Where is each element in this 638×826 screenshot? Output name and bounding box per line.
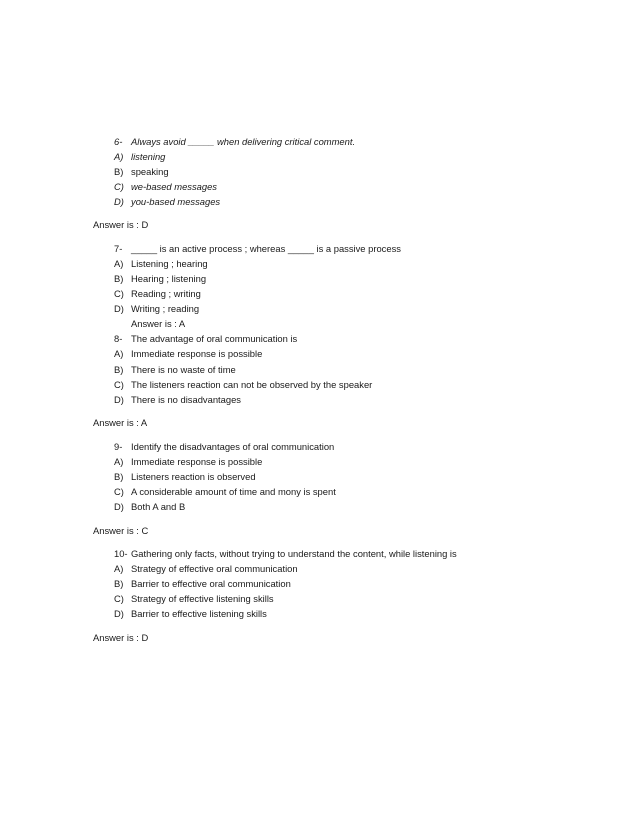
option-label: D) <box>114 303 124 314</box>
option-text: Listening ; hearing <box>131 258 208 269</box>
question-number: 9- <box>114 441 123 452</box>
option-text: speaking <box>131 166 169 177</box>
option-text: Hearing ; listening <box>131 273 207 284</box>
option-label: B) <box>114 471 124 482</box>
question-number: 6- <box>114 136 123 147</box>
option-text: Listeners reaction is observed <box>131 471 256 482</box>
option-label: C) <box>114 593 124 604</box>
option-text: The listeners reaction can not be observed by the speaker <box>131 379 373 390</box>
option-label: C) <box>114 486 124 497</box>
option-label: D) <box>114 196 124 207</box>
answer-line: Answer is : A <box>93 417 148 428</box>
option-label: A) <box>114 456 124 467</box>
option-label: B) <box>114 364 124 375</box>
option-label: D) <box>114 394 124 405</box>
option-text: Immediate response is possible <box>131 456 263 467</box>
answer-line: Answer is : D <box>93 632 149 643</box>
answer-line: Answer is : C <box>93 525 149 536</box>
option-text: we-based messages <box>131 181 217 192</box>
option-text: Strategy of effective oral communication <box>131 563 298 574</box>
option-text: Immediate response is possible <box>131 348 263 359</box>
answer-text: Answer is : A <box>131 318 186 329</box>
option-text: Both A and B <box>131 501 186 512</box>
option-text: listening <box>131 151 166 162</box>
option-label: B) <box>114 166 124 177</box>
answer-line: Answer is : D <box>93 219 149 230</box>
question-number: 7- <box>114 243 123 254</box>
question-number: 8- <box>114 333 123 344</box>
option-label: D) <box>114 501 124 512</box>
option-label: A) <box>114 151 124 162</box>
question-text: Identify the disadvantages of oral communication <box>131 441 335 452</box>
option-text: Reading ; writing <box>131 288 201 299</box>
question-text: Gathering only facts, without trying to understand the content, while listening is <box>131 548 457 559</box>
option-label: A) <box>114 563 124 574</box>
option-text: There is no disadvantages <box>131 394 241 405</box>
option-label: B) <box>114 273 124 284</box>
question-text: _____ is an active process ; whereas _____ is a passive process <box>131 243 401 254</box>
option-label: A) <box>114 258 124 269</box>
option-label: A) <box>114 348 124 359</box>
question-number: 10- <box>114 548 128 559</box>
option-label: D) <box>114 608 124 619</box>
question-text: Always avoid _____ when delivering critical comment. <box>131 136 356 147</box>
option-text: Barrier to effective oral communication <box>131 578 291 589</box>
option-label: C) <box>114 288 124 299</box>
question-text: The advantage of oral communication is <box>131 333 298 344</box>
option-label: C) <box>114 379 124 390</box>
option-label: B) <box>114 578 124 589</box>
option-text: Writing ; reading <box>131 303 200 314</box>
option-text: Barrier to effective listening skills <box>131 608 267 619</box>
option-text: you-based messages <box>131 196 221 207</box>
option-text: A considerable amount of time and mony is spent <box>131 486 336 497</box>
option-label: C) <box>114 181 124 192</box>
option-text: Strategy of effective listening skills <box>131 593 274 604</box>
option-text: There is no waste of time <box>131 364 236 375</box>
